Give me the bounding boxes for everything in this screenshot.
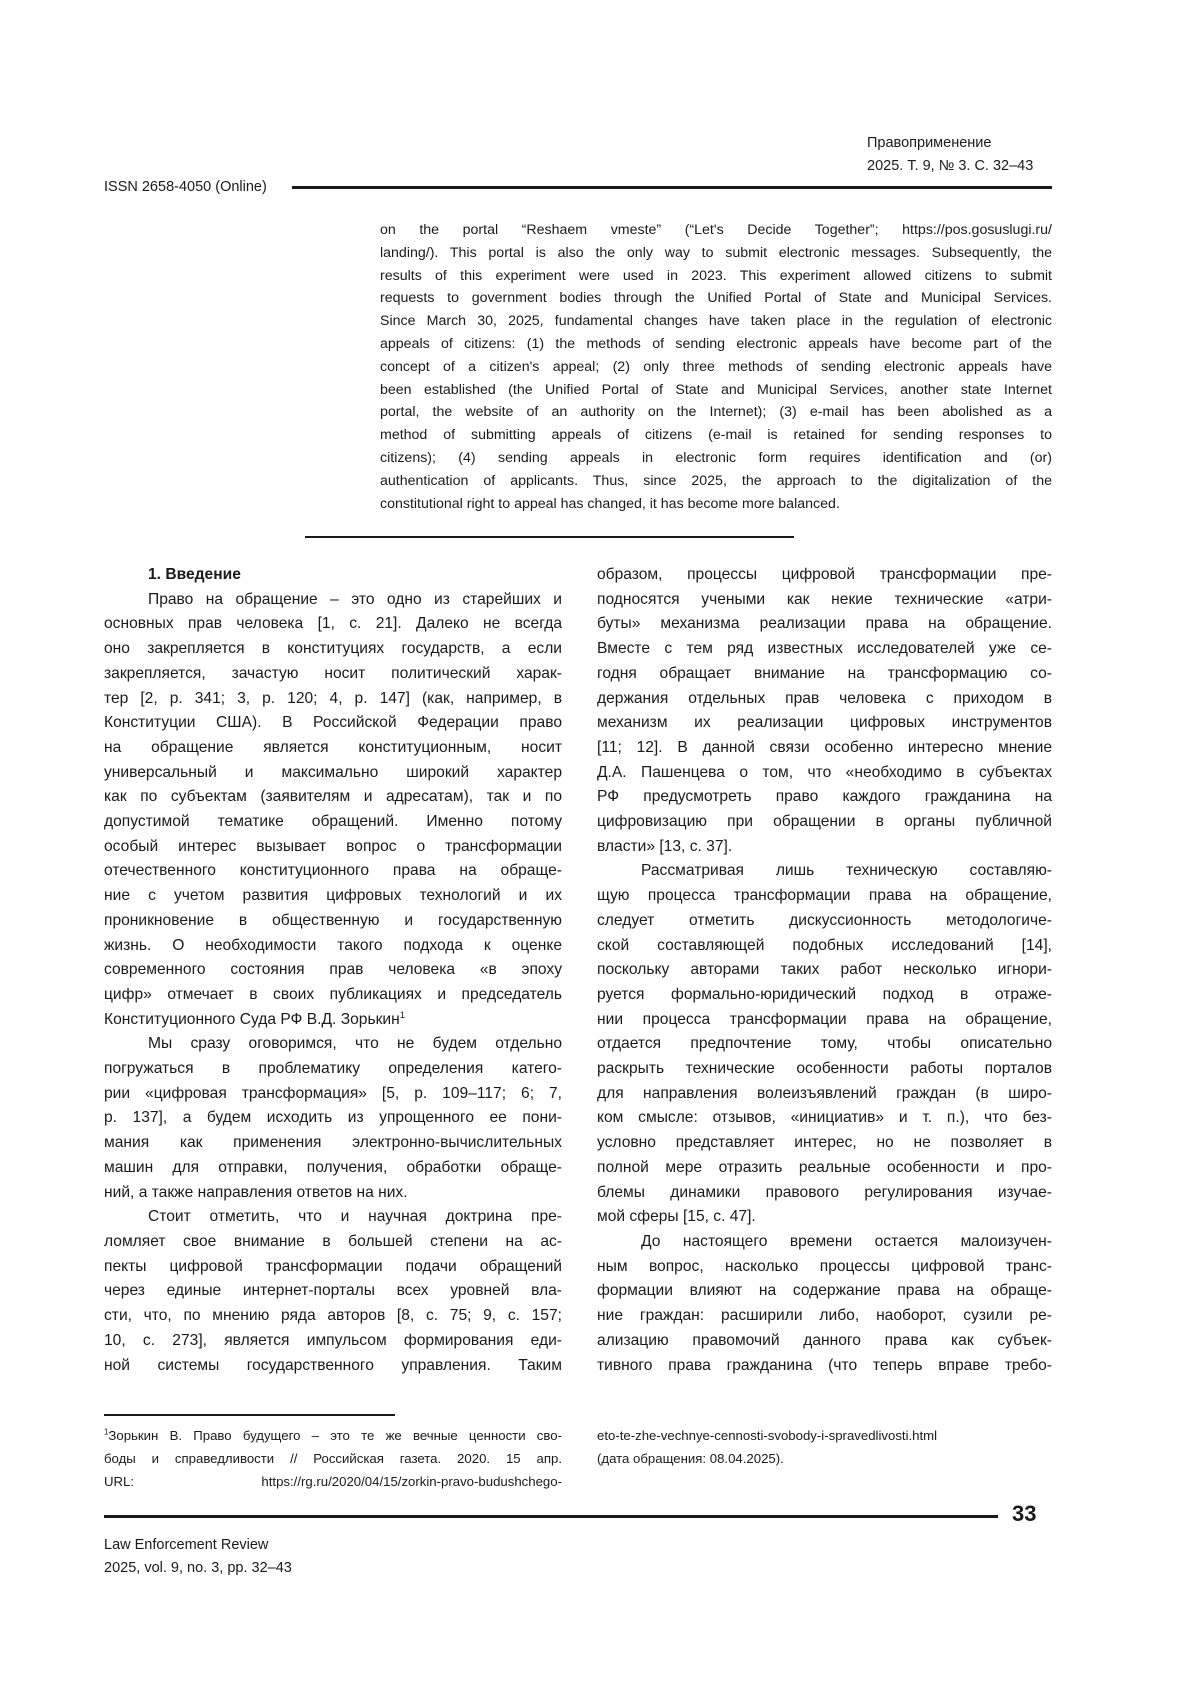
abstract-line xyxy=(380,287,1052,310)
line-text: основных прав человека [1, с. 21]. Далеко не всегда xyxy=(104,615,562,633)
line-text: been established (the Unified Portal of State and Municipal Services, another state Internet xyxy=(380,381,1052,398)
line-text: допустимой тематике обращений. Именно потому xyxy=(104,813,562,831)
line-text: поскольку авторами таких работ несколько игнори- xyxy=(597,961,1052,979)
line-text: механизм их реализации цифровых инструментов xyxy=(597,714,1052,732)
footnote-line xyxy=(597,1447,1047,1470)
text-line xyxy=(597,736,1052,761)
abstract-line xyxy=(380,333,1052,356)
text-line xyxy=(104,835,562,860)
line-text: сти, что, по мнению ряда авторов [8, с. 75; 9, с. 157; xyxy=(104,1307,562,1325)
line-text: portal, the website of an authority on the Internet); (3) e-mail has been abolished as a xyxy=(380,404,1052,421)
line-text: landing/). This portal is also the only way to submit electronic messages. Subsequently, the xyxy=(380,244,1052,261)
line-text: для направления волеизъявлений граждан (в широ- xyxy=(597,1084,1052,1102)
line-text: requests to government bodies through the Unified Portal of State and Municipal Services. xyxy=(380,290,1052,307)
line-text: p. 137], а будем исходить из упрощенного ее пони- xyxy=(104,1109,562,1127)
line-text: следует отметить дискуссионность методологиче- xyxy=(597,911,1052,929)
text-line xyxy=(104,810,562,835)
text-line xyxy=(597,785,1052,810)
line-text: До настоящего времени остается малоизучен- xyxy=(641,1232,1052,1250)
line-text: цифр» отмечает в своих публикациях и председатель xyxy=(104,985,562,1003)
text-line xyxy=(104,1156,562,1181)
text-line xyxy=(104,637,562,662)
text-line xyxy=(104,1106,562,1131)
text-line xyxy=(104,1082,562,1107)
abstract-line xyxy=(380,310,1052,333)
footnote-rule xyxy=(104,1414,395,1416)
text-line xyxy=(104,884,562,909)
line-text: как по субъектам (заявителям и адресатам), так и по xyxy=(104,788,562,806)
line-text: на обращение является конституционным, носит xyxy=(104,738,562,756)
line-text: универсальный и максимально широкий характер xyxy=(104,763,562,781)
line-text: Since March 30, 2025, fundamental changes have taken place in the regulation of electronic xyxy=(380,313,1052,330)
abstract-line xyxy=(380,447,1052,470)
line-text: ализацию правомочий данного права как субъек- xyxy=(597,1331,1052,1349)
line-text: отдается предпочтение тому, чтобы описательно xyxy=(597,1035,1052,1053)
line-text: боды и справедливости // Российская газета. 2020. 15 апр. xyxy=(104,1451,562,1466)
text-line xyxy=(104,1304,562,1329)
line-text: URL: https://rg.ru/2020/04/15/zorkin-pravo-budushchego- xyxy=(104,1474,562,1489)
text-line xyxy=(597,588,1052,613)
line-text: буты» механизма реализации права на обращение. xyxy=(597,615,1052,633)
line-text: Д.А. Пашенцева о том, что «необходимо в субъектах xyxy=(597,763,1052,781)
text-line xyxy=(104,934,562,959)
footnote-line xyxy=(104,1424,562,1447)
text-line xyxy=(104,736,562,761)
line-text: ком смысле: отзывов, «инициатив» и т. п.), что без- xyxy=(597,1109,1052,1127)
line-text: Зорькин В. Право будущего – это те же вечные ценности сво- xyxy=(108,1428,562,1443)
line-text: ломляет свое внимание в большей степени на ас- xyxy=(104,1232,562,1250)
text-line xyxy=(597,983,1052,1008)
line-text: оно закрепляется в конституциях государств, а если xyxy=(104,640,562,658)
line-text: руется формально-юридический подход в отраже- xyxy=(597,985,1052,1003)
line-text: тивного права гражданина (что теперь вправе требо- xyxy=(597,1356,1052,1374)
text-line xyxy=(104,1205,562,1230)
text-line xyxy=(597,958,1052,983)
text-line xyxy=(104,983,562,1008)
footnote-line xyxy=(597,1424,1047,1447)
text-line xyxy=(597,1181,1052,1206)
line-text: цифровизацию при обращении в органы публичной xyxy=(597,813,1052,831)
abstract-line xyxy=(380,493,1052,516)
line-text: citizens); (4) sending appeals in electronic form requires identification and (or) xyxy=(380,449,1052,466)
abstract-line xyxy=(380,379,1052,402)
paragraph xyxy=(597,859,1052,1230)
journal-title-en: Law Enforcement Review xyxy=(104,1537,269,1553)
line-text: ние граждан: расширили либо, наоборот, сузили ре- xyxy=(597,1307,1052,1325)
line-text: раскрыть технические особенности работы порталов xyxy=(597,1060,1052,1078)
issn: ISSN 2658-4050 (Online) xyxy=(104,179,267,195)
line-text: машин для отправки, получения, обработки обраще- xyxy=(104,1158,562,1176)
text-line xyxy=(597,662,1052,687)
footnote-line xyxy=(104,1447,562,1470)
text-line xyxy=(597,909,1052,934)
line-text: Конституции США). В Российской Федерации право xyxy=(104,714,562,732)
text-line xyxy=(104,785,562,810)
text-line xyxy=(104,687,562,712)
line-text: appeals of citizens: (1) the methods of sending electronic appeals have become part of the xyxy=(380,335,1052,352)
line-text: щую процесса трансформации права на обращение, xyxy=(597,887,1052,905)
text-line xyxy=(597,1255,1052,1280)
text-line xyxy=(104,588,562,613)
line-text: погружаться в проблематику определения катего- xyxy=(104,1060,562,1078)
line-text: образом, процессы цифровой трансформации пре- xyxy=(597,566,1052,583)
left-column xyxy=(104,563,562,1378)
text-line xyxy=(597,859,1052,884)
text-line xyxy=(597,1304,1052,1329)
line-text: Вместе с тем ряд известных исследователей уже се- xyxy=(597,640,1052,658)
paragraph xyxy=(104,1032,562,1205)
journal-title-ru: Правоприменение xyxy=(867,135,992,151)
text-line xyxy=(597,1329,1052,1354)
text-line xyxy=(104,1354,562,1379)
line-text: ние с учетом развития цифровых технологий и их xyxy=(104,887,562,905)
text-line xyxy=(104,1279,562,1304)
text-line xyxy=(104,1329,562,1354)
text-line xyxy=(597,835,1052,860)
text-line xyxy=(597,1279,1052,1304)
text-line xyxy=(597,810,1052,835)
text-line xyxy=(597,1082,1052,1107)
line-text: [11; 12]. В данной связи особенно интересно мнение xyxy=(597,738,1052,756)
text-line xyxy=(104,1057,562,1082)
text-line xyxy=(597,563,1052,588)
line-text: современного состояния прав человека «в эпоху xyxy=(104,961,562,979)
line-text: формации влияют на содержание права на обраще- xyxy=(597,1282,1052,1300)
header-rule xyxy=(292,186,1052,189)
text-line xyxy=(104,909,562,934)
issue-info-ru: 2025. Т. 9, № 3. С. 32–43 xyxy=(867,158,1034,174)
abstract-line xyxy=(380,424,1052,447)
text-line xyxy=(104,1131,562,1156)
line-text: условно представляет интерес, но не позволяет в xyxy=(597,1134,1052,1152)
text-line xyxy=(104,761,562,786)
text-line xyxy=(597,687,1052,712)
footnote-line xyxy=(104,1470,562,1493)
line-text: власти» [13, с. 37]. xyxy=(597,837,733,855)
abstract-line xyxy=(380,242,1052,265)
line-text: подносятся учеными как некие технические «атри- xyxy=(597,590,1052,608)
line-text: constitutional right to appeal has changed, it has become more balanced. xyxy=(380,495,840,512)
text-line xyxy=(104,1230,562,1255)
text-line xyxy=(597,1131,1052,1156)
running-footer xyxy=(104,1534,292,1580)
line-text: authentication of applicants. Thus, since 2025, the approach to the digitalization of the xyxy=(380,472,1052,489)
paragraph xyxy=(104,1205,562,1378)
text-line xyxy=(597,711,1052,736)
paragraph xyxy=(104,588,562,1033)
line-text: concept of a citizen's appeal; (2) only three methods of sending electronic appeals have xyxy=(380,358,1052,375)
text-line xyxy=(104,711,562,736)
line-text: жизнь. О необходимости такого подхода к оценке xyxy=(104,936,562,954)
abstract-separator xyxy=(305,536,794,538)
text-line xyxy=(597,761,1052,786)
text-line xyxy=(104,859,562,884)
abstract-line xyxy=(380,265,1052,288)
line-text: проникновение в общественную и государственную xyxy=(104,911,562,929)
line-text: (дата обращения: 08.04.2025). xyxy=(597,1451,784,1466)
footnote-right xyxy=(597,1424,1047,1470)
text-line xyxy=(104,958,562,983)
text-line xyxy=(597,934,1052,959)
line-text: держания отдельных прав человека с приходом в xyxy=(597,689,1052,707)
text-line xyxy=(104,1255,562,1280)
paragraph xyxy=(597,563,1052,859)
issue-info-en: 2025, vol. 9, no. 3, pp. 32–43 xyxy=(104,1560,292,1576)
text-line xyxy=(104,612,562,637)
text-line xyxy=(104,1032,562,1057)
text-line xyxy=(597,612,1052,637)
text-line xyxy=(597,1057,1052,1082)
line-text: закрепляется, зачастую носит политический харак- xyxy=(104,664,562,682)
text-line xyxy=(597,1106,1052,1131)
footnote-ref[interactable]: 1 xyxy=(399,1009,405,1020)
text-line xyxy=(597,1354,1052,1379)
line-text: полной мере отразить реальные особенности и про- xyxy=(597,1158,1052,1176)
page-number: 33 xyxy=(1012,1501,1037,1526)
line-text: рии «цифровая трансформация» [5, p. 109–117; 6; 7, xyxy=(104,1084,562,1102)
abstract-line xyxy=(380,356,1052,379)
line-text: 10, с. 273], является импульсом формирования еди- xyxy=(104,1331,562,1349)
line-text: Мы сразу оговоримся, что не будем отдельно xyxy=(148,1035,562,1053)
paragraph xyxy=(597,1230,1052,1378)
text-line xyxy=(104,662,562,687)
line-text: results of this experiment were used in 2023. This experiment allowed citizens to submit xyxy=(380,267,1052,284)
text-line xyxy=(597,1008,1052,1033)
line-text: через единые интернет-порталы всех уровней вла- xyxy=(104,1282,562,1300)
line-text: ной системы государственного управления. Таким xyxy=(104,1356,562,1374)
line-text: eto-te-zhe-vechnye-cennosti-svobody-i-spravedlivosti.html xyxy=(597,1428,938,1443)
line-text: годня обращает внимание на трансформацию со- xyxy=(597,664,1052,682)
line-text: Конституционного Суда РФ В.Д. Зорькин xyxy=(104,1010,400,1028)
footer-rule xyxy=(104,1515,998,1518)
footnote-number: 1 xyxy=(104,1427,109,1437)
abstract-line xyxy=(380,401,1052,424)
line-text: блемы динамики правового регулирования изучае- xyxy=(597,1183,1052,1201)
text-line xyxy=(104,1008,562,1033)
abstract-continuation xyxy=(380,219,1052,515)
line-text: особый интерес вызывает вопрос о трансформации xyxy=(104,837,562,855)
line-text: ний, а также направления ответов на них. xyxy=(104,1183,408,1201)
text-line xyxy=(597,1032,1052,1057)
right-column xyxy=(597,563,1052,1378)
section-heading: 1. Введение xyxy=(148,566,241,583)
abstract-line xyxy=(380,219,1052,242)
line-text: method of submitting appeals of citizens (e-mail is retained for sending responses to xyxy=(380,427,1052,444)
line-text: РФ предусмотреть право каждого гражданина на xyxy=(597,788,1052,806)
text-line xyxy=(597,884,1052,909)
line-text: мой сферы [15, с. 47]. xyxy=(597,1208,756,1226)
text-line xyxy=(597,1205,1052,1230)
text-line xyxy=(597,637,1052,662)
line-text: ской составляющей подобных исследований [14], xyxy=(597,936,1052,954)
text-line xyxy=(597,1156,1052,1181)
text-line xyxy=(104,1181,562,1206)
line-text: on the portal “Reshaem vmeste” (“Let's Decide Together”; https://pos.gosuslugi.ru/ xyxy=(380,222,1052,238)
line-text: Стоит отметить, что и научная доктрина пре- xyxy=(148,1208,562,1226)
abstract-line xyxy=(380,470,1052,493)
line-text: Рассматривая лишь техническую составляю- xyxy=(641,862,1052,880)
line-text: ным вопрос, насколько процессы цифровой транс- xyxy=(597,1257,1052,1275)
text-line xyxy=(597,1230,1052,1255)
line-text: пекты цифровой трансформации подачи обращений xyxy=(104,1257,562,1275)
running-header xyxy=(867,132,1033,178)
line-text: мания как применения электронно-вычислительных xyxy=(104,1134,562,1152)
footnote-left xyxy=(104,1424,562,1493)
line-text: Право на обращение – это одно из старейших и xyxy=(148,590,562,608)
line-text: нии процесса трансформации права на обращение, xyxy=(597,1010,1052,1028)
line-text: отечественного конституционного права на обраще- xyxy=(104,862,562,880)
line-text: тер [2, p. 341; 3, p. 120; 4, p. 147] (как, например, в xyxy=(104,689,562,707)
